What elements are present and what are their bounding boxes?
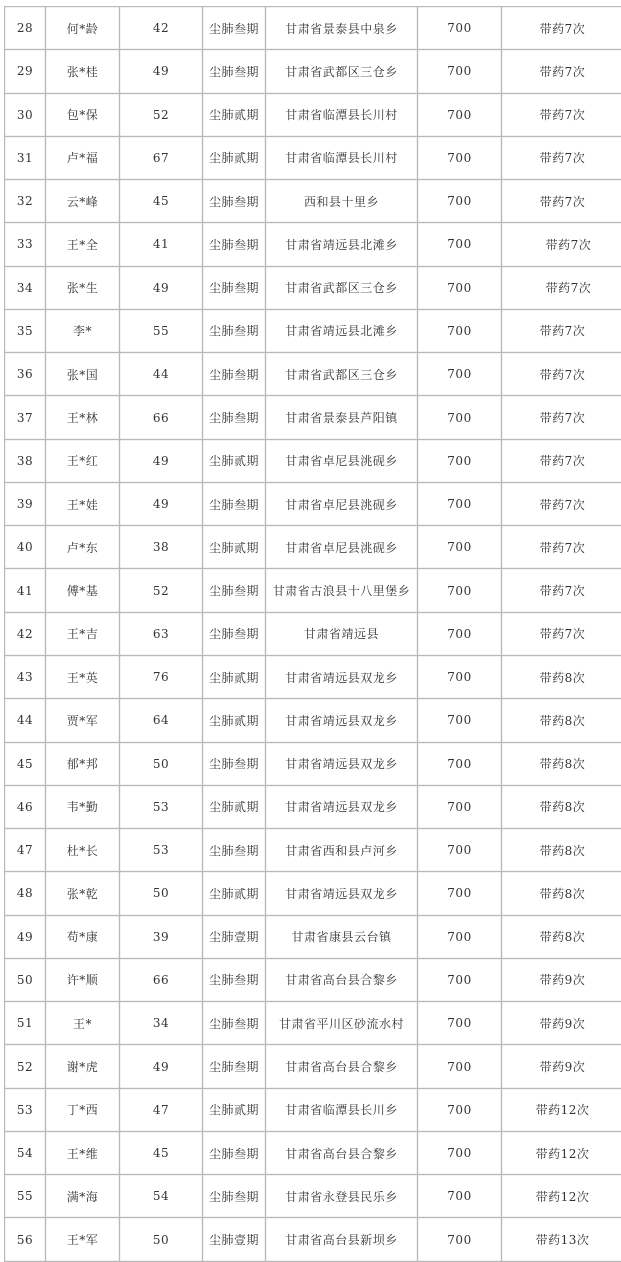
cell-disease-stage: 尘肺叁期 — [203, 180, 266, 223]
table-row — [5, 353, 621, 396]
cell-address: 甘肃省临潭县长川村 — [266, 136, 418, 179]
cell-address: 西和县十里乡 — [266, 180, 418, 223]
cell-address: 甘肃省武都区三仓乡 — [266, 266, 418, 309]
cell-serial-number: 47 — [5, 829, 46, 872]
table-row — [5, 266, 621, 309]
cell-patient-name: 王*林 — [46, 396, 120, 439]
cell-age: 41 — [120, 223, 203, 266]
cell-patient-name: 韦*勤 — [46, 785, 120, 828]
cell-serial-number: 44 — [5, 699, 46, 742]
cell-disease-stage: 尘肺壹期 — [203, 1218, 266, 1261]
cell-medication-note: 带药7次 — [502, 439, 621, 482]
cell-serial-number: 42 — [5, 612, 46, 655]
cell-address: 甘肃省卓尼县洮砚乡 — [266, 439, 418, 482]
cell-address: 甘肃省高台县合黎乡 — [266, 1045, 418, 1088]
cell-age: 54 — [120, 1175, 203, 1218]
cell-amount: 700 — [418, 612, 502, 655]
cell-serial-number: 45 — [5, 742, 46, 785]
cell-medication-note: 带药8次 — [502, 915, 621, 958]
table-row — [5, 180, 621, 223]
cell-serial-number: 46 — [5, 785, 46, 828]
cell-amount: 700 — [418, 1002, 502, 1045]
cell-serial-number: 49 — [5, 915, 46, 958]
cell-patient-name: 张*国 — [46, 353, 120, 396]
cell-serial-number: 34 — [5, 266, 46, 309]
cell-medication-note: 带药8次 — [502, 829, 621, 872]
cell-patient-name: 谢*虎 — [46, 1045, 120, 1088]
cell-serial-number: 55 — [5, 1175, 46, 1218]
cell-patient-name: 王*维 — [46, 1131, 120, 1174]
cell-age: 66 — [120, 396, 203, 439]
cell-medication-note: 带药9次 — [502, 958, 621, 1001]
table-row — [5, 482, 621, 525]
cell-address: 甘肃省高台县合黎乡 — [266, 1131, 418, 1174]
cell-patient-name: 王*全 — [46, 223, 120, 266]
cell-address: 甘肃省靖远县双龙乡 — [266, 699, 418, 742]
cell-age: 44 — [120, 353, 203, 396]
cell-patient-name: 杜*长 — [46, 829, 120, 872]
cell-serial-number: 43 — [5, 655, 46, 698]
cell-serial-number: 40 — [5, 526, 46, 569]
cell-disease-stage: 尘肺叁期 — [203, 612, 266, 655]
cell-age: 38 — [120, 526, 203, 569]
cell-age: 63 — [120, 612, 203, 655]
cell-disease-stage: 尘肺贰期 — [203, 699, 266, 742]
cell-serial-number: 52 — [5, 1045, 46, 1088]
cell-medication-note: 带药7次 — [502, 136, 621, 179]
cell-medication-note: 带药7次 — [502, 612, 621, 655]
cell-disease-stage: 尘肺叁期 — [203, 742, 266, 785]
cell-medication-note: 带药7次 — [502, 569, 621, 612]
cell-medication-note: 带药12次 — [502, 1131, 621, 1174]
table-row — [5, 612, 621, 655]
cell-patient-name: 丁*西 — [46, 1088, 120, 1131]
table-row — [5, 785, 621, 828]
cell-age: 49 — [120, 439, 203, 482]
cell-patient-name: 苟*康 — [46, 915, 120, 958]
cell-disease-stage: 尘肺叁期 — [203, 482, 266, 525]
cell-serial-number: 30 — [5, 93, 46, 136]
cell-address: 甘肃省靖远县双龙乡 — [266, 655, 418, 698]
table-row — [5, 655, 621, 698]
cell-disease-stage: 尘肺叁期 — [203, 569, 266, 612]
cell-serial-number: 35 — [5, 309, 46, 352]
cell-address: 甘肃省靖远县北滩乡 — [266, 309, 418, 352]
cell-amount: 700 — [418, 1045, 502, 1088]
cell-disease-stage: 尘肺叁期 — [203, 50, 266, 93]
cell-serial-number: 48 — [5, 872, 46, 915]
cell-amount: 700 — [418, 699, 502, 742]
table-row — [5, 223, 621, 266]
cell-disease-stage: 尘肺贰期 — [203, 1088, 266, 1131]
cell-serial-number: 51 — [5, 1002, 46, 1045]
cell-medication-note: 带药9次 — [502, 1002, 621, 1045]
cell-amount: 700 — [418, 958, 502, 1001]
cell-disease-stage: 尘肺贰期 — [203, 872, 266, 915]
cell-age: 50 — [120, 1218, 203, 1261]
cell-medication-note: 带药7次 — [502, 309, 621, 352]
cell-medication-note: 带药7次 — [502, 482, 621, 525]
table-row — [5, 915, 621, 958]
cell-age: 52 — [120, 93, 203, 136]
cell-amount: 700 — [418, 353, 502, 396]
cell-address: 甘肃省卓尼县洮砚乡 — [266, 482, 418, 525]
cell-amount: 700 — [418, 7, 502, 50]
cell-age: 49 — [120, 50, 203, 93]
cell-medication-note: 带药7次 — [502, 396, 621, 439]
cell-age: 53 — [120, 829, 203, 872]
cell-address: 甘肃省高台县合黎乡 — [266, 958, 418, 1001]
cell-serial-number: 41 — [5, 569, 46, 612]
cell-medication-note: 带药7次 — [502, 180, 621, 223]
cell-age: 42 — [120, 7, 203, 50]
cell-amount: 700 — [418, 396, 502, 439]
cell-address: 甘肃省靖远县北滩乡 — [266, 223, 418, 266]
cell-address: 甘肃省景泰县中泉乡 — [266, 7, 418, 50]
cell-patient-name: 王*军 — [46, 1218, 120, 1261]
cell-amount: 700 — [418, 93, 502, 136]
cell-patient-name: 卢*福 — [46, 136, 120, 179]
cell-amount: 700 — [418, 829, 502, 872]
cell-address: 甘肃省景泰县芦阳镇 — [266, 396, 418, 439]
cell-amount: 700 — [418, 872, 502, 915]
cell-address: 甘肃省永登县民乐乡 — [266, 1175, 418, 1218]
cell-amount: 700 — [418, 655, 502, 698]
cell-age: 55 — [120, 309, 203, 352]
cell-patient-name: 许*顺 — [46, 958, 120, 1001]
cell-serial-number: 37 — [5, 396, 46, 439]
cell-disease-stage: 尘肺壹期 — [203, 915, 266, 958]
cell-serial-number: 50 — [5, 958, 46, 1001]
cell-address: 甘肃省武都区三仓乡 — [266, 50, 418, 93]
cell-amount: 700 — [418, 742, 502, 785]
cell-age: 52 — [120, 569, 203, 612]
cell-serial-number: 54 — [5, 1131, 46, 1174]
cell-medication-note: 带药13次 — [502, 1218, 621, 1261]
cell-patient-name: 何*龄 — [46, 7, 120, 50]
cell-disease-stage: 尘肺贰期 — [203, 136, 266, 179]
cell-serial-number: 28 — [5, 7, 46, 50]
cell-patient-name: 云*峰 — [46, 180, 120, 223]
table-row — [5, 93, 621, 136]
cell-serial-number: 36 — [5, 353, 46, 396]
cell-age: 45 — [120, 180, 203, 223]
cell-amount: 700 — [418, 785, 502, 828]
cell-amount: 700 — [418, 136, 502, 179]
table-row — [5, 699, 621, 742]
table-row — [5, 396, 621, 439]
cell-amount: 700 — [418, 1088, 502, 1131]
cell-patient-name: 满*海 — [46, 1175, 120, 1218]
cell-amount: 700 — [418, 1218, 502, 1261]
cell-amount: 700 — [418, 569, 502, 612]
cell-patient-name: 贾*军 — [46, 699, 120, 742]
cell-amount: 700 — [418, 180, 502, 223]
cell-medication-note: 带药8次 — [502, 742, 621, 785]
cell-address: 甘肃省平川区砂流水村 — [266, 1002, 418, 1045]
cell-address: 甘肃省靖远县双龙乡 — [266, 742, 418, 785]
cell-medication-note: 带药8次 — [502, 699, 621, 742]
cell-disease-stage: 尘肺叁期 — [203, 829, 266, 872]
cell-serial-number: 32 — [5, 180, 46, 223]
cell-medication-note: 带药7次 — [502, 353, 621, 396]
cell-address: 甘肃省卓尼县洮砚乡 — [266, 526, 418, 569]
cell-amount: 700 — [418, 439, 502, 482]
cell-age: 50 — [120, 742, 203, 785]
cell-address: 甘肃省康县云台镇 — [266, 915, 418, 958]
table-row — [5, 958, 621, 1001]
cell-patient-name: 王*英 — [46, 655, 120, 698]
cell-disease-stage: 尘肺叁期 — [203, 223, 266, 266]
cell-serial-number: 39 — [5, 482, 46, 525]
cell-amount: 700 — [418, 1175, 502, 1218]
cell-patient-name: 张*生 — [46, 266, 120, 309]
cell-medication-note: 带药7次 — [502, 526, 621, 569]
cell-medication-note: 带药7次 — [502, 7, 621, 50]
table-row — [5, 569, 621, 612]
cell-disease-stage: 尘肺贰期 — [203, 655, 266, 698]
cell-serial-number: 38 — [5, 439, 46, 482]
cell-medication-note: 带药8次 — [502, 872, 621, 915]
cell-medication-note: 带药7次 — [502, 50, 621, 93]
cell-disease-stage: 尘肺贰期 — [203, 93, 266, 136]
cell-patient-name: 张*桂 — [46, 50, 120, 93]
table-row — [5, 1218, 621, 1261]
table-row — [5, 1002, 621, 1045]
cell-age: 49 — [120, 1045, 203, 1088]
cell-medication-note: 带药7次 — [502, 266, 621, 309]
cell-medication-note: 带药9次 — [502, 1045, 621, 1088]
cell-disease-stage: 尘肺叁期 — [203, 396, 266, 439]
table-row — [5, 7, 621, 50]
cell-amount: 700 — [418, 482, 502, 525]
cell-age: 64 — [120, 699, 203, 742]
cell-age: 49 — [120, 266, 203, 309]
cell-serial-number: 31 — [5, 136, 46, 179]
cell-disease-stage: 尘肺叁期 — [203, 958, 266, 1001]
table-row — [5, 439, 621, 482]
cell-patient-name: 王*娃 — [46, 482, 120, 525]
cell-patient-name: 傅*基 — [46, 569, 120, 612]
cell-address: 甘肃省高台县新坝乡 — [266, 1218, 418, 1261]
table-row — [5, 1088, 621, 1131]
cell-serial-number: 53 — [5, 1088, 46, 1131]
table-row — [5, 1131, 621, 1174]
cell-amount: 700 — [418, 526, 502, 569]
table-row — [5, 829, 621, 872]
cell-disease-stage: 尘肺叁期 — [203, 266, 266, 309]
patient-records-table — [4, 6, 621, 1262]
cell-medication-note: 带药8次 — [502, 785, 621, 828]
cell-disease-stage: 尘肺叁期 — [203, 353, 266, 396]
cell-disease-stage: 尘肺叁期 — [203, 1002, 266, 1045]
cell-amount: 700 — [418, 309, 502, 352]
table-row — [5, 309, 621, 352]
cell-amount: 700 — [418, 1131, 502, 1174]
cell-age: 50 — [120, 872, 203, 915]
cell-age: 39 — [120, 915, 203, 958]
cell-address: 甘肃省西和县卢河乡 — [266, 829, 418, 872]
cell-amount: 700 — [418, 223, 502, 266]
cell-disease-stage: 尘肺贰期 — [203, 526, 266, 569]
cell-medication-note: 带药7次 — [502, 93, 621, 136]
cell-address: 甘肃省临潭县长川村 — [266, 93, 418, 136]
cell-address: 甘肃省临潭县长川乡 — [266, 1088, 418, 1131]
cell-age: 53 — [120, 785, 203, 828]
cell-patient-name: 卢*东 — [46, 526, 120, 569]
cell-age: 45 — [120, 1131, 203, 1174]
cell-age: 67 — [120, 136, 203, 179]
cell-amount: 700 — [418, 915, 502, 958]
cell-disease-stage: 尘肺叁期 — [203, 7, 266, 50]
cell-patient-name: 张*乾 — [46, 872, 120, 915]
cell-serial-number: 33 — [5, 223, 46, 266]
table-row — [5, 526, 621, 569]
cell-patient-name: 王* — [46, 1002, 120, 1045]
cell-medication-note: 带药8次 — [502, 655, 621, 698]
cell-patient-name: 王*吉 — [46, 612, 120, 655]
table-body — [5, 7, 621, 1262]
cell-medication-note: 带药12次 — [502, 1175, 621, 1218]
cell-disease-stage: 尘肺叁期 — [203, 1175, 266, 1218]
table-row — [5, 136, 621, 179]
table-row — [5, 1175, 621, 1218]
cell-address: 甘肃省靖远县 — [266, 612, 418, 655]
cell-amount: 700 — [418, 50, 502, 93]
cell-serial-number: 56 — [5, 1218, 46, 1261]
cell-age: 47 — [120, 1088, 203, 1131]
table-row — [5, 742, 621, 785]
table-row — [5, 50, 621, 93]
cell-age: 34 — [120, 1002, 203, 1045]
table-row — [5, 872, 621, 915]
cell-amount: 700 — [418, 266, 502, 309]
cell-disease-stage: 尘肺叁期 — [203, 309, 266, 352]
cell-patient-name: 包*保 — [46, 93, 120, 136]
cell-serial-number: 29 — [5, 50, 46, 93]
cell-disease-stage: 尘肺叁期 — [203, 1131, 266, 1174]
cell-address: 甘肃省靖远县双龙乡 — [266, 785, 418, 828]
cell-address: 甘肃省靖远县双龙乡 — [266, 872, 418, 915]
cell-medication-note: 带药12次 — [502, 1088, 621, 1131]
cell-patient-name: 郁*邦 — [46, 742, 120, 785]
cell-address: 甘肃省古浪县十八里堡乡 — [266, 569, 418, 612]
cell-patient-name: 李* — [46, 309, 120, 352]
cell-medication-note: 带药7次 — [502, 223, 621, 266]
cell-disease-stage: 尘肺贰期 — [203, 785, 266, 828]
cell-age: 49 — [120, 482, 203, 525]
cell-patient-name: 王*红 — [46, 439, 120, 482]
cell-age: 66 — [120, 958, 203, 1001]
cell-disease-stage: 尘肺叁期 — [203, 1045, 266, 1088]
cell-address: 甘肃省武都区三仓乡 — [266, 353, 418, 396]
cell-age: 76 — [120, 655, 203, 698]
table-row — [5, 1045, 621, 1088]
cell-disease-stage: 尘肺贰期 — [203, 439, 266, 482]
